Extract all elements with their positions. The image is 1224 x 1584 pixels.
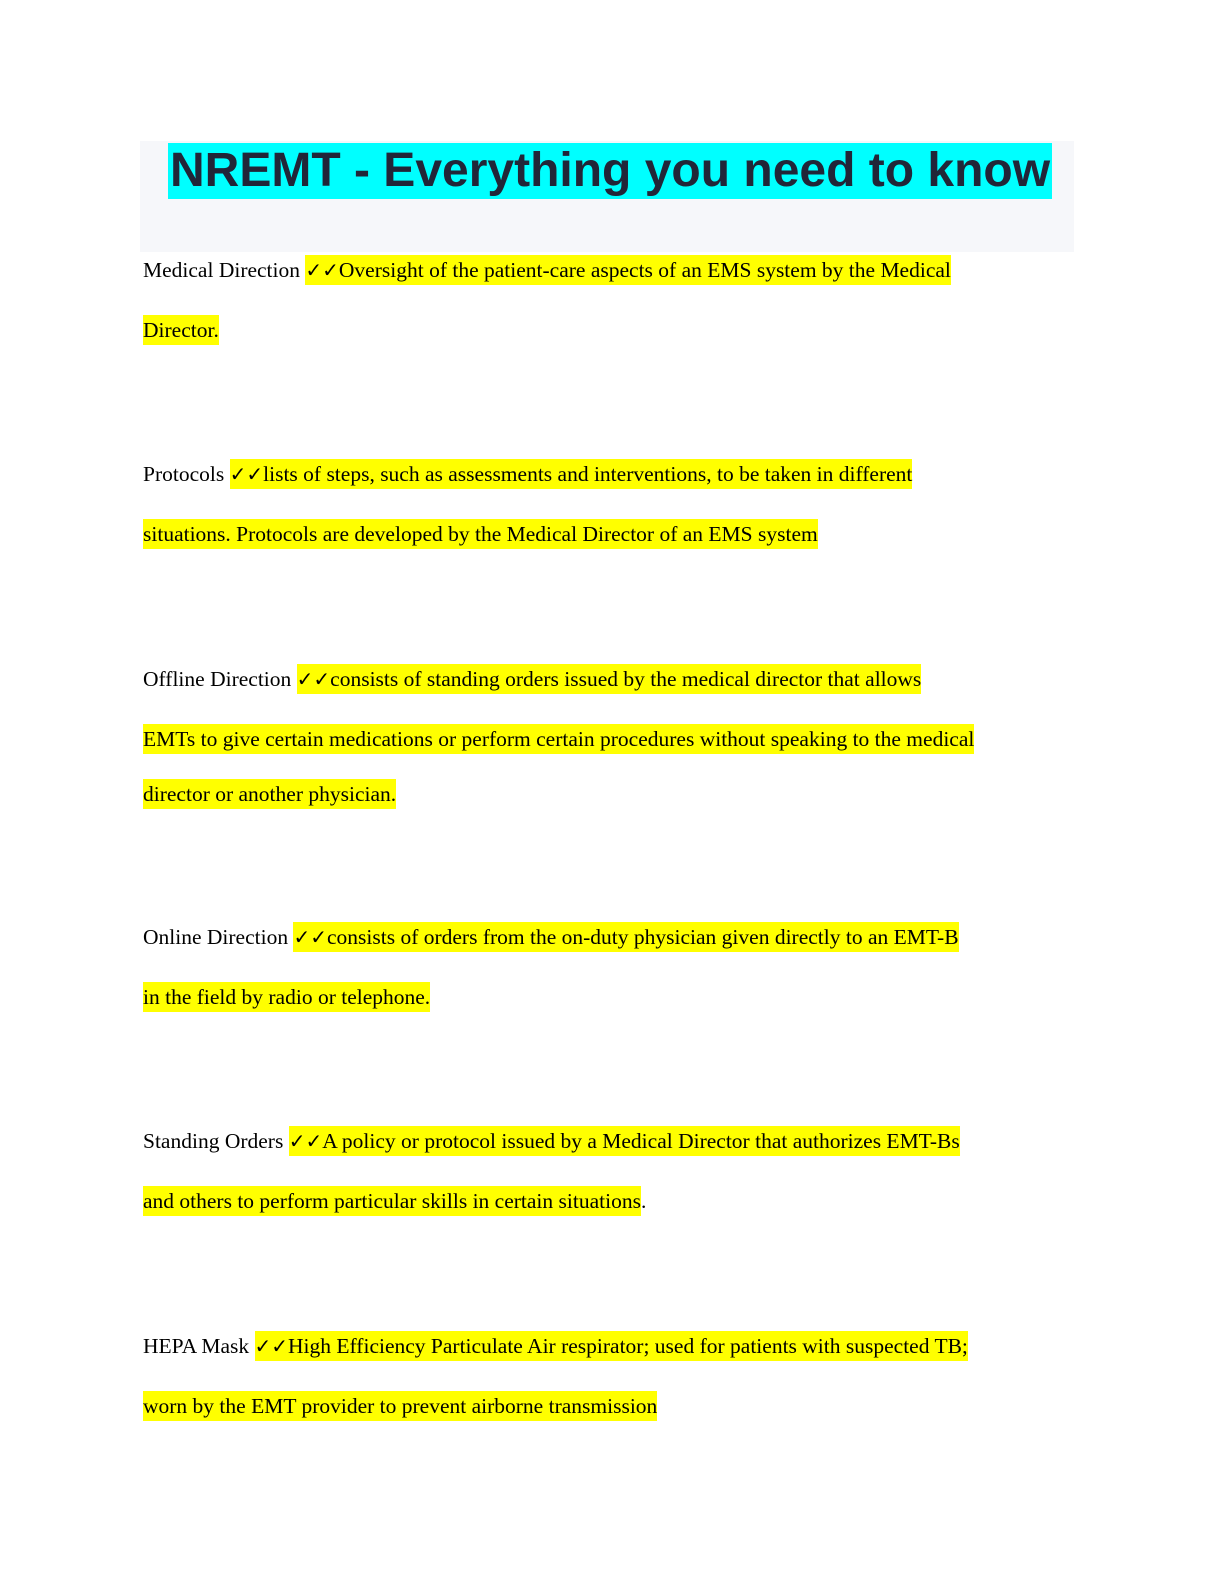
entry-definition: lists of steps, such as assessments and interventions, to be taken in different bbox=[263, 462, 913, 486]
entry-definition: consists of standing orders issued by the medical director that allows bbox=[330, 667, 922, 691]
entry-term: Online Direction bbox=[143, 925, 294, 949]
entry-definition: EMTs to give certain medications or perform certain procedures without speaking to the medical bbox=[143, 724, 974, 754]
entry-term: Protocols bbox=[143, 462, 230, 486]
entry-term: Standing Orders bbox=[143, 1129, 289, 1153]
double-check-icon: ✓✓ bbox=[288, 1129, 323, 1153]
entry-line-2 bbox=[143, 724, 974, 754]
entry-line-1 bbox=[143, 664, 921, 694]
entry-term: HEPA Mask bbox=[143, 1334, 255, 1358]
entry-definition: director or another physician. bbox=[143, 779, 396, 809]
entry-line-1 bbox=[143, 1331, 968, 1361]
entry-definition: in the field by radio or telephone. bbox=[143, 982, 430, 1012]
double-check-icon: ✓✓ bbox=[305, 258, 339, 282]
entry-line-1 bbox=[143, 459, 912, 489]
double-check-icon: ✓✓ bbox=[296, 667, 331, 691]
double-check-icon: ✓✓ bbox=[229, 462, 264, 486]
entry-line-1 bbox=[143, 922, 959, 952]
entry-definition: Director. bbox=[143, 315, 219, 345]
entry-definition: situations. Protocols are developed by the Medical Director of an EMS system bbox=[143, 519, 818, 549]
page-title: NREMT - Everything you need to know bbox=[170, 144, 1051, 197]
double-check-icon: ✓✓ bbox=[254, 1334, 289, 1358]
entry-line-2 bbox=[143, 519, 818, 549]
entry-definition-highlight bbox=[255, 1331, 968, 1361]
entry-line-2 bbox=[143, 1391, 657, 1421]
entry-definition: and others to perform particular skills in certain situations bbox=[143, 1186, 641, 1216]
entry-definition-highlight bbox=[305, 255, 951, 285]
entry-line-2 bbox=[143, 315, 219, 345]
entry-definition: consists of orders from the on-duty physician given directly to an EMT-B bbox=[326, 925, 959, 949]
entry-term: Medical Direction bbox=[143, 258, 306, 282]
entry-definition-highlight bbox=[297, 664, 922, 694]
entry-line-2 bbox=[143, 982, 430, 1012]
entry-term: Offline Direction bbox=[143, 667, 297, 691]
entry-line-1 bbox=[143, 255, 951, 285]
entry-line-2 bbox=[143, 1186, 646, 1216]
entry-definition-highlight bbox=[293, 922, 958, 952]
entry-trailing-period: . bbox=[640, 1189, 647, 1213]
entry-line-1 bbox=[143, 1126, 960, 1156]
entry-definition: High Efficiency Particulate Air respirator; used for patients with suspected TB; bbox=[288, 1334, 968, 1358]
entry-line-3 bbox=[143, 779, 396, 809]
entry-definition: Oversight of the patient-care aspects of an EMS system by the Medical bbox=[338, 258, 951, 282]
entry-definition: worn by the EMT provider to prevent airborne transmission bbox=[143, 1391, 657, 1421]
entry-definition-highlight bbox=[289, 1126, 960, 1156]
entry-definition-highlight bbox=[230, 459, 913, 489]
double-check-icon: ✓✓ bbox=[293, 925, 327, 949]
entry-definition: A policy or protocol issued by a Medical Director that authorizes EMT-Bs bbox=[322, 1129, 960, 1153]
